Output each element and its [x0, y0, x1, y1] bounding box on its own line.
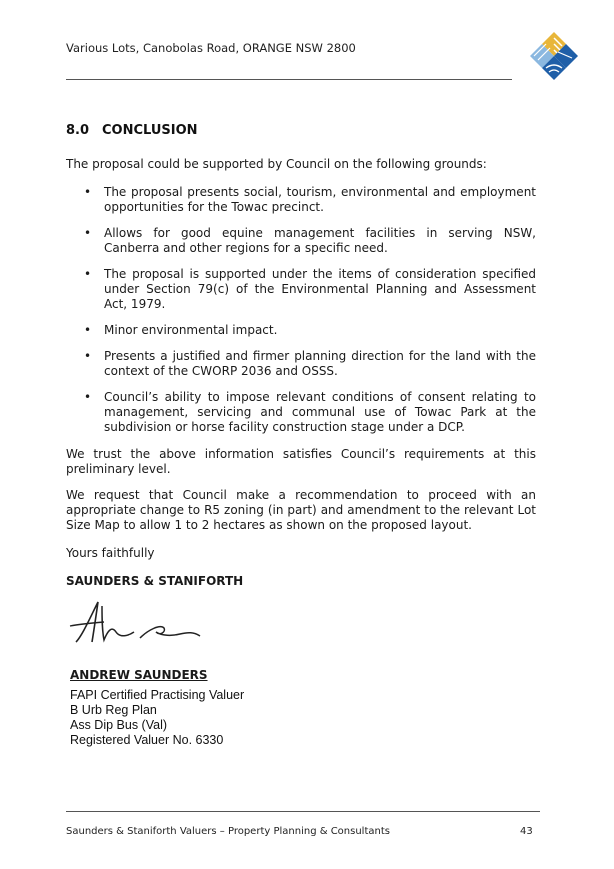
- body-paragraph: We request that Council make a recommendation to proceed with an appropriate change to R5 zoning (in part) and amendment to the relevant Lot Size Map to allow 1 to 2 hectares as shown on the proposed layout.: [66, 488, 536, 532]
- header-address: Various Lots, Canobolas Road, ORANGE NSW 2800: [66, 41, 356, 55]
- list-item-text: The proposal presents social, tourism, environmental and employment opportunities for the Towac precinct.: [104, 185, 536, 214]
- list-item: [84, 349, 536, 379]
- company-logo: [528, 30, 580, 82]
- intro-paragraph: The proposal could be supported by Council on the following grounds:: [66, 157, 487, 171]
- list-item: [84, 226, 536, 256]
- credential-line: B Urb Reg Plan: [70, 703, 157, 717]
- bullet-icon: •: [84, 185, 92, 199]
- signer-credentials: [70, 688, 244, 748]
- handwritten-signature: [68, 596, 218, 658]
- section-title: CONCLUSION: [102, 123, 198, 138]
- list-item: [84, 390, 536, 435]
- closing-salutation: Yours faithfully: [66, 546, 155, 560]
- credential-line: Registered Valuer No. 6330: [70, 733, 224, 747]
- page-number: 43: [520, 826, 533, 837]
- header-divider: [66, 79, 512, 80]
- section-heading: [66, 123, 198, 138]
- bullet-icon: •: [84, 226, 92, 240]
- firm-name: SAUNDERS & STANIFORTH: [66, 574, 244, 588]
- list-item-text: Council’s ability to impose relevant conditions of consent relating to management, servicing and communal use of Towac Park at the subdivision or horse facility construction stage under a DCP.: [104, 390, 536, 434]
- logo-diamond-icon: [530, 32, 578, 80]
- section-number: 8.0: [66, 123, 90, 138]
- bullet-icon: •: [84, 323, 92, 337]
- credential-line: FAPI Certified Practising Valuer: [70, 688, 245, 702]
- list-item-text: Allows for good equine management facilities in serving NSW, Canberra and other regions for a specific need.: [104, 226, 536, 255]
- bullet-icon: •: [84, 390, 92, 404]
- list-item: [84, 323, 536, 338]
- body-paragraph: We trust the above information satisfies Council’s requirements at this preliminary level.: [66, 447, 536, 476]
- footer-divider: [66, 811, 540, 812]
- bullet-icon: •: [84, 349, 92, 363]
- list-item-text: Minor environmental impact.: [104, 323, 278, 337]
- footer-text: Saunders & Staniforth Valuers – Property Planning & Consultants: [66, 826, 390, 837]
- list-item-text: The proposal is supported under the items of consideration specified under Section 79(c) of the Environmental Planning and Assessment Act, 1979.: [104, 267, 536, 311]
- signer-name: ANDREW SAUNDERS: [70, 668, 208, 682]
- grounds-list: [84, 185, 536, 446]
- credential-line: Ass Dip Bus (Val): [70, 718, 168, 732]
- list-item: [84, 185, 536, 215]
- list-item-text: Presents a justified and firmer planning direction for the land with the context of the CWORP 2036 and OSSS.: [104, 349, 536, 378]
- bullet-icon: •: [84, 267, 92, 281]
- list-item: [84, 267, 536, 312]
